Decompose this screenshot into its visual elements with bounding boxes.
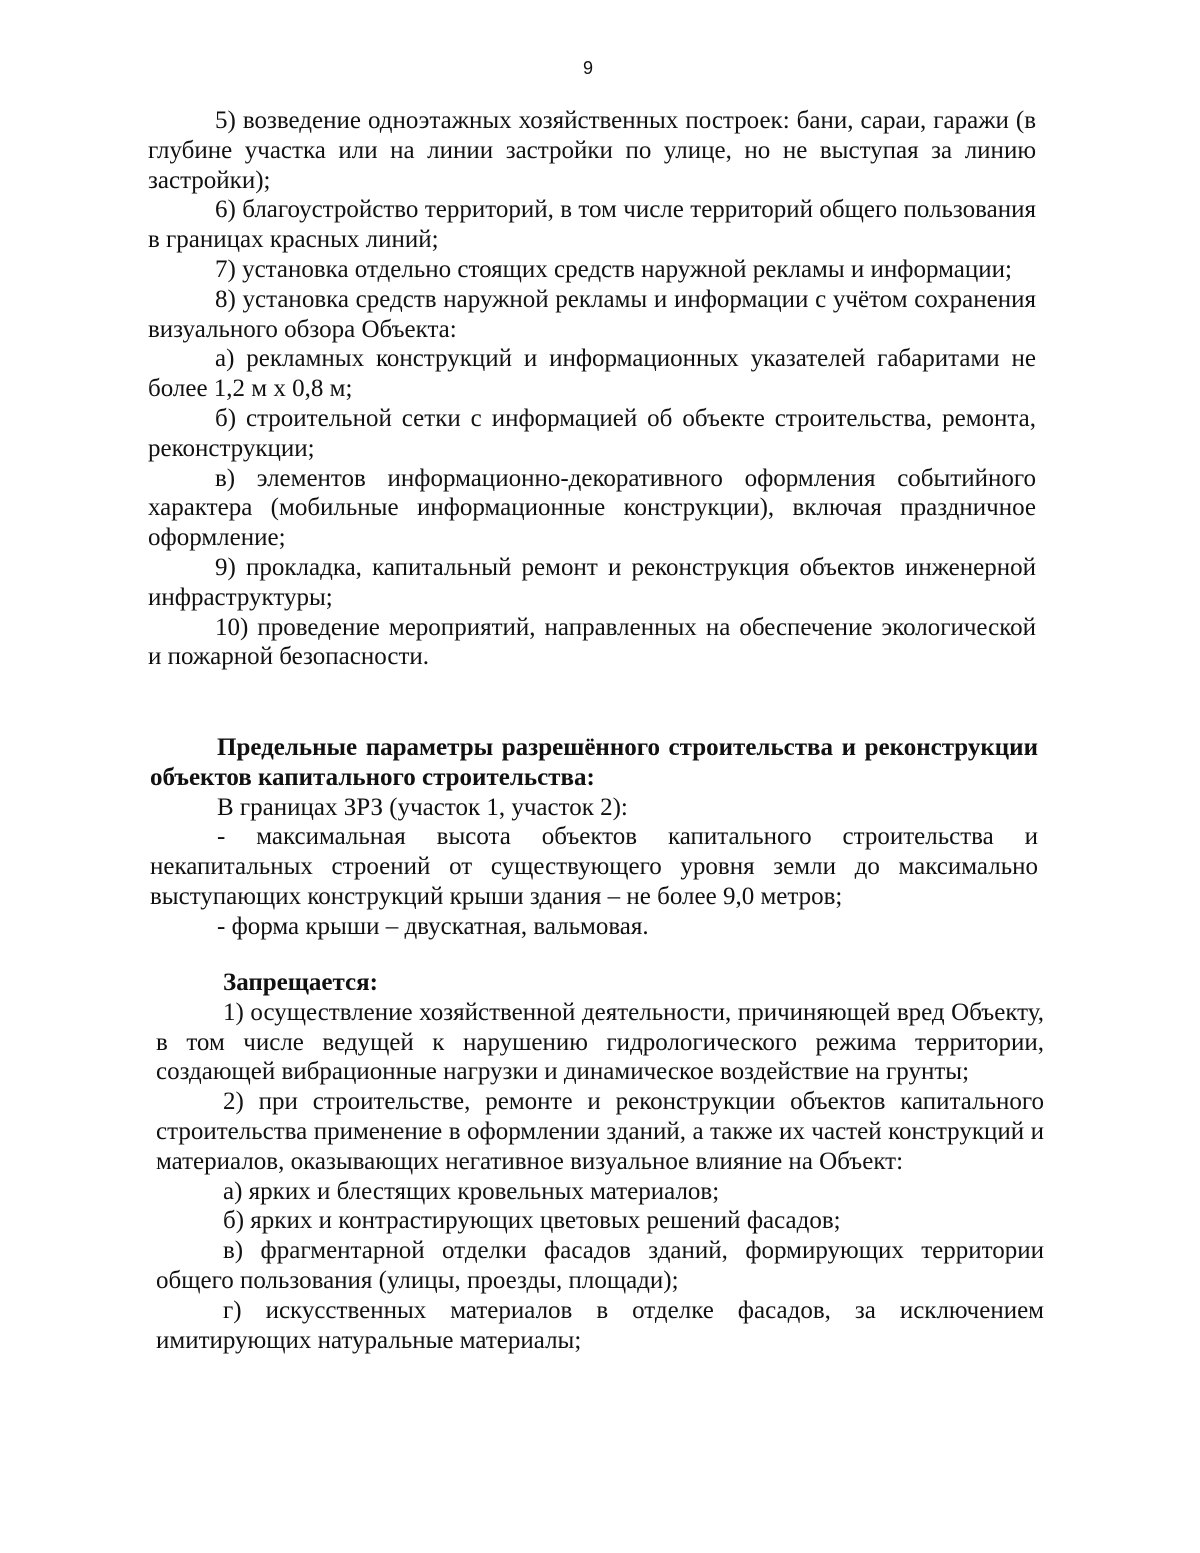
list-item: 2) при строительстве, ремонте и реконструкции объектов капитального строительства применение в оформлении зданий, а также их частей конструкций и материалов, оказывающих негативное визуальное влияние на Объект: bbox=[156, 1088, 1044, 1175]
section-heading: Предельные параметры разрешённого строительства и реконструкции объектов капитального строительства: bbox=[150, 734, 1038, 791]
list-item: 5) возведение одноэтажных хозяйственных построек: бани, сараи, гаражи (в глубине участка или на линии застройки по улице, но не выступая за линию застройки); bbox=[148, 107, 1036, 194]
list-item: 7) установка отдельно стоящих средств наружной рекламы и информации; bbox=[215, 255, 1012, 283]
list-item: 6) благоустройство территорий, в том числе территорий общего пользования в границах красных линий; bbox=[148, 196, 1036, 254]
section-heading: Запрещается: bbox=[223, 969, 379, 996]
list-item: 10) проведение мероприятий, направленных на обеспечение экологической и пожарной безопасности. bbox=[148, 613, 1036, 671]
list-item: б) ярких и контрастирующих цветовых решений фасадов; bbox=[223, 1207, 841, 1235]
permitted-works-list bbox=[148, 106, 1036, 672]
prohibitions-section bbox=[156, 968, 1044, 1355]
limit-parameters-section bbox=[150, 733, 1038, 942]
section-subheading: В границах ЗРЗ (участок 1, участок 2): bbox=[217, 793, 628, 821]
list-item: - форма крыши – двускатная, вальмовая. bbox=[217, 912, 649, 940]
list-item: - максимальная высота объектов капитального строительства и некапитальных строений от существующего уровня земли до максимально выступающих конструкций крыши здания – не более 9,0 метров; bbox=[150, 823, 1038, 910]
list-item: 9) прокладка, капитальный ремонт и реконструкция объектов инженерной инфраструктуры; bbox=[148, 553, 1036, 611]
page-number: 9 bbox=[582, 58, 593, 78]
list-item: г) искусственных материалов в отделке фасадов, за исключением имитирующих натуральные материалы; bbox=[156, 1296, 1044, 1354]
list-item: в) элементов информационно-декоративного оформления событийного характера (мобильные информационные конструкции), включая праздничное оформление; bbox=[148, 464, 1036, 552]
list-item: а) рекламных конструкций и информационных указателей габаритами не более 1,2 м x 0,8 м; bbox=[148, 345, 1036, 403]
list-item: 8) установка средств наружной рекламы и информации с учётом сохранения визуального обзора Объекта: bbox=[148, 285, 1036, 343]
list-item: а) ярких и блестящих кровельных материалов; bbox=[223, 1177, 720, 1205]
list-item: б) строительной сетки с информацией об объекте строительства, ремонта, реконструкции; bbox=[148, 404, 1036, 462]
list-item: в) фрагментарной отделки фасадов зданий, формирующих территории общего пользования (улицы, проезды, площади); bbox=[156, 1237, 1044, 1294]
list-item: 1) осуществление хозяйственной деятельности, причиняющей вред Объекту, в том числе ведущей к нарушению гидрологического режима территории, создающей вибрационные нагрузки и динамическое воздействие на грунты; bbox=[156, 998, 1044, 1086]
